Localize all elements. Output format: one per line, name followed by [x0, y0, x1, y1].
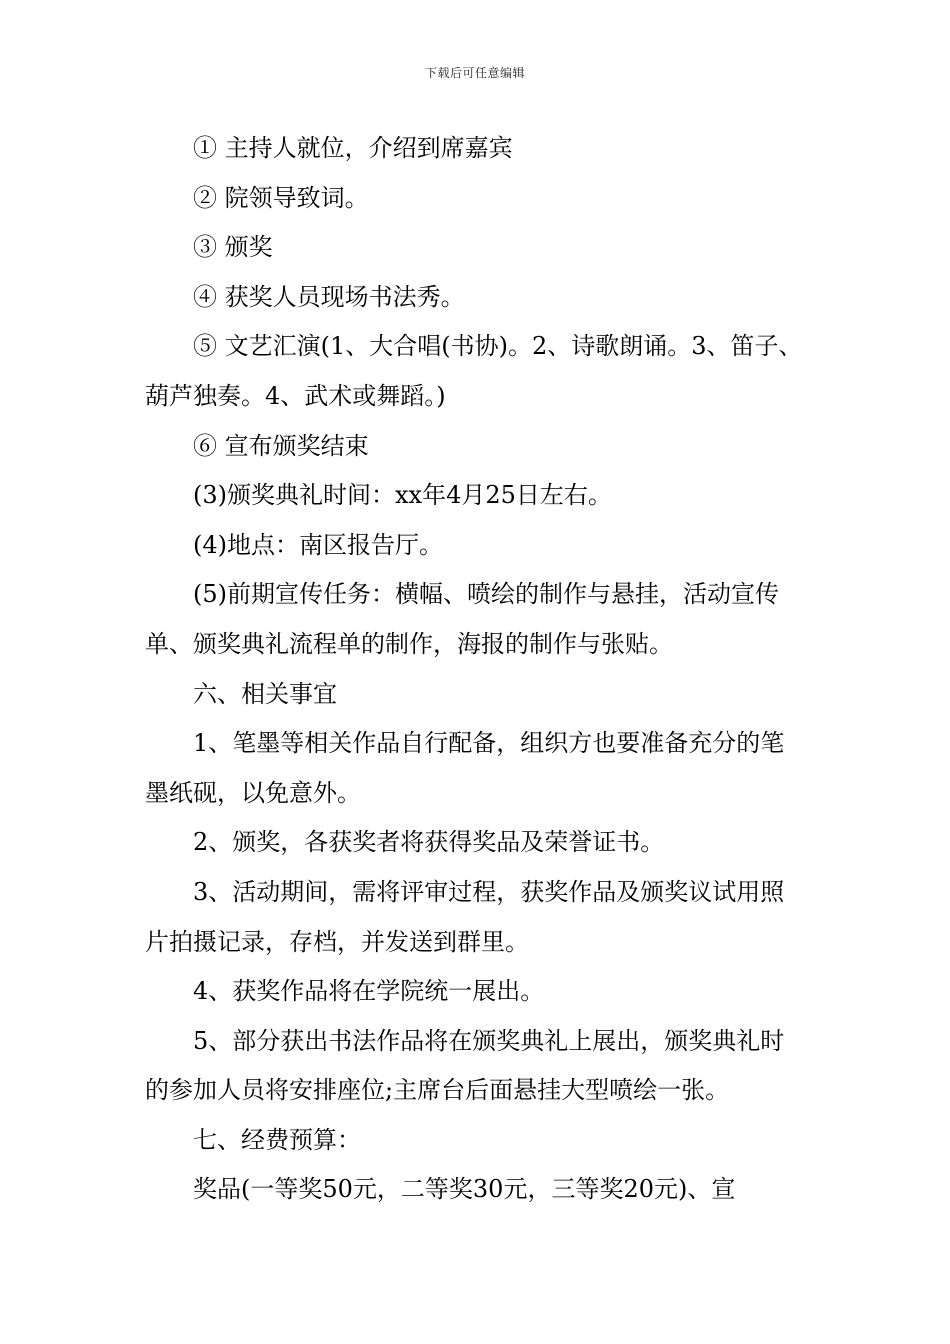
paragraph-host-intro: ① 主持人就位，介绍到席嘉宾: [193, 134, 513, 162]
paragraph-budget-prizes: 奖品(一等奖50元，二等奖30元，三等奖20元)、宣: [193, 1175, 736, 1204]
paragraph-ceremony-time: (3)颁奖典礼时间：xx年4月25日左右。: [193, 481, 612, 510]
section-heading-related-matters: 六、相关事宜: [193, 679, 337, 708]
paragraph-award: ③ 颁奖: [193, 233, 273, 262]
paragraph-performance: ⑤ 文艺汇演(1、大合唱(书协)。2、诗歌朗诵。3、笛子、葫芦独奏。4、武术或舞蹈。): [145, 332, 803, 410]
paragraph-ceremony-end: ⑥ 宣布颁奖结束: [193, 431, 369, 460]
paragraph-leader-speech: ② 院领导致词。: [193, 183, 369, 212]
paragraph-calligraphy-show: ④ 获奖人员现场书法秀。: [193, 282, 465, 311]
paragraph-exhibition: 4、获奖作品将在学院统一展出。: [193, 977, 545, 1006]
paragraph-location: (4)地点：南区报告厅。: [193, 530, 443, 559]
paragraph-seating: 5、部分获出书法作品将在颁奖典礼上展出，颁奖典礼时的参加人员将安排座位;主席台后面悬挂大型喷绘一张。: [145, 1026, 785, 1105]
page-header: 下载后可任意编辑: [424, 66, 525, 80]
section-heading-budget: 七、经费预算：: [193, 1125, 361, 1154]
document-body: [145, 124, 807, 1215]
paragraph-publicity: (5)前期宣传任务：横幅、喷绘的制作与悬挂，活动宣传单、颁奖典礼流程单的制作，海报的制作与张贴。: [145, 580, 779, 658]
paragraph-recording: 3、活动期间，需将评审过程，获奖作品及颁奖议试用照片拍摄记录，存档，并发送到群里。: [145, 877, 785, 956]
paragraph-prizes: 2、颁奖，各获奖者将获得奖品及荣誉证书。: [193, 828, 665, 857]
paragraph-materials: 1、笔墨等相关作品自行配备，组织方也要准备充分的笔墨纸砚，以免意外。: [145, 729, 785, 807]
